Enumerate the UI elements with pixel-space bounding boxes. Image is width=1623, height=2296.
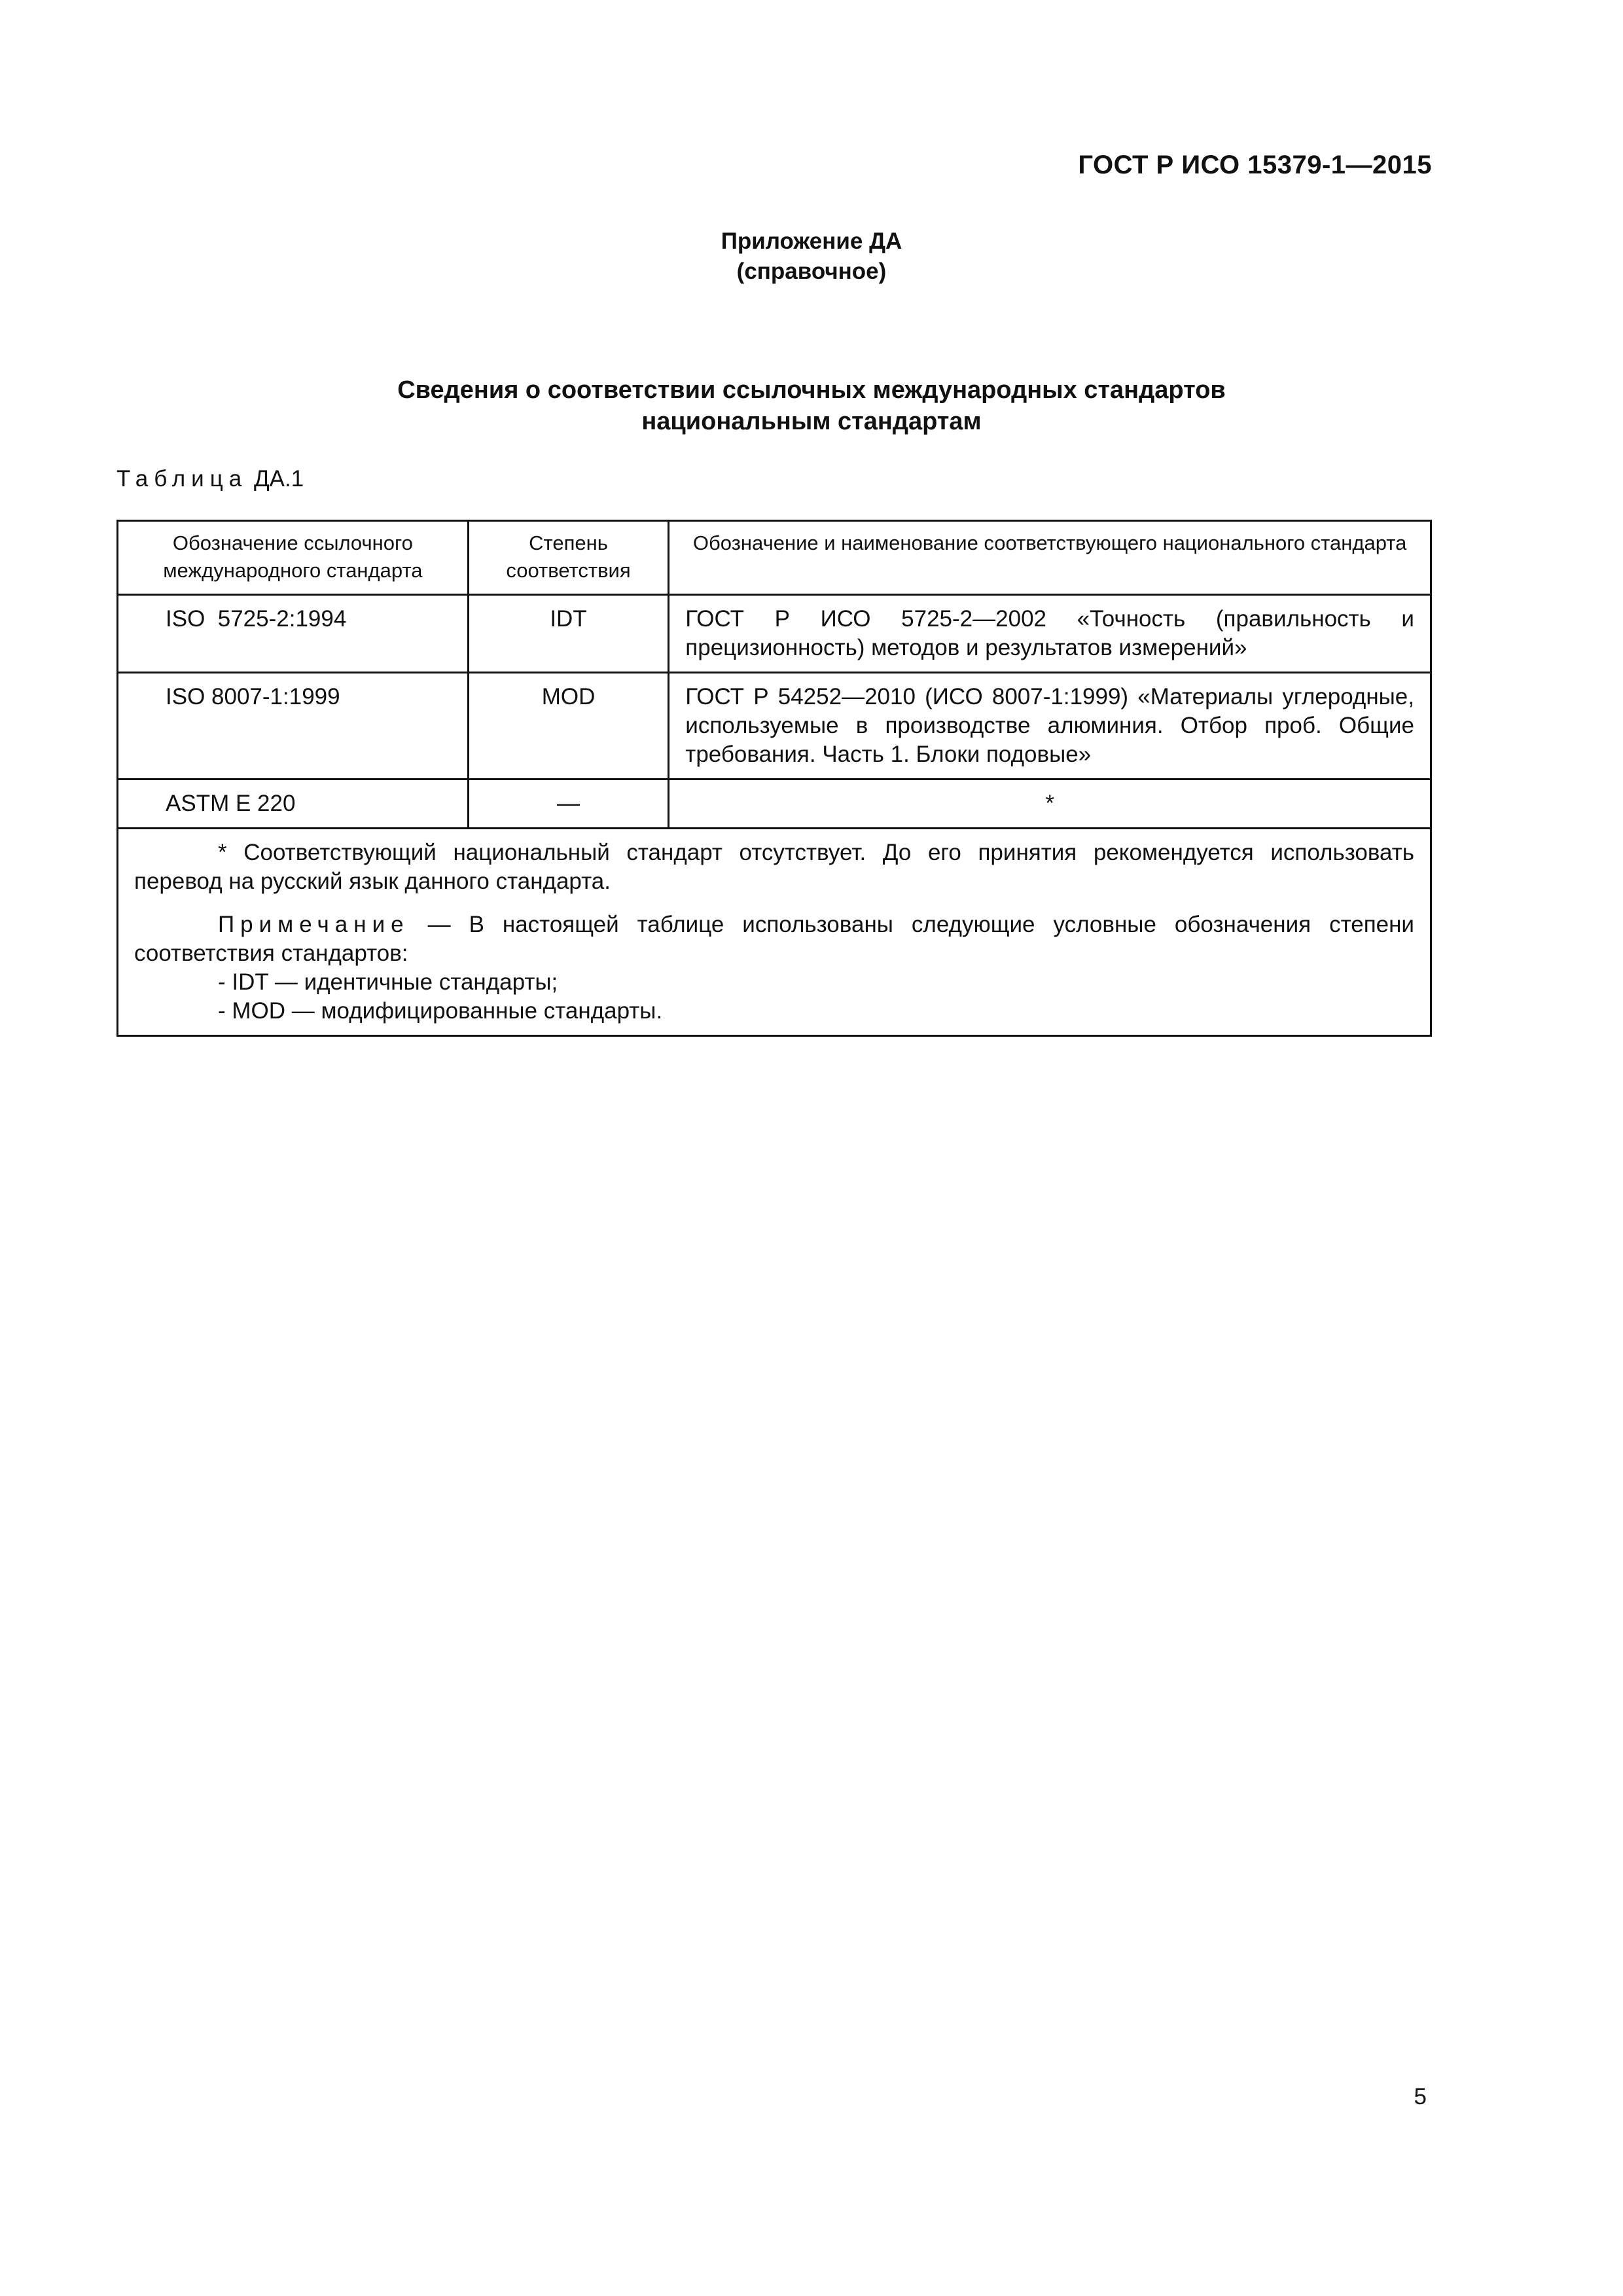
section-title-line-2: национальным стандартам [641, 408, 982, 435]
table-notes [118, 829, 1431, 1036]
table-row [118, 673, 1431, 780]
table-label-number: ДА.1 [253, 466, 304, 492]
appendix-title: Приложение ДА [721, 228, 902, 254]
correspondence-table [116, 520, 1432, 1037]
cell-international-code: ISO 5725-2:1994 [118, 595, 469, 673]
table-label-word: Таблица [116, 466, 248, 492]
column-header-national-standard: Обозначение и наименование соответствующего национального стандарта [669, 521, 1431, 595]
note-list-item: - IDT — идентичные стандарты; [218, 969, 558, 995]
note-list-item: - MOD — модифицированные стандарты. [218, 998, 663, 1024]
cell-degree: MOD [468, 673, 669, 780]
section-title-line-1: Сведения о соответствии ссылочных международных стандартов [397, 376, 1226, 404]
table-row [118, 595, 1431, 673]
cell-degree: — [468, 780, 669, 829]
column-header-international-code: Обозначение ссылочного международного стандарта [118, 521, 469, 595]
note-text: — В настоящей таблице использованы следующие условные обозначения степени соответствия стандартов: [134, 912, 1414, 966]
column-header-degree: Степень соответствия [468, 521, 669, 595]
table-label [116, 466, 304, 492]
cell-degree: IDT [468, 595, 669, 673]
table-row [118, 780, 1431, 829]
appendix-heading [0, 226, 1623, 287]
cell-national-standard: ГОСТ Р ИСО 5725-2—2002 «Точность (правильность и прецизионность) методов и результатов измерений» [669, 595, 1431, 673]
section-title [0, 374, 1623, 437]
table-notes-row [118, 829, 1431, 1036]
table-header-row [118, 521, 1431, 595]
note-label: Примечание [218, 912, 410, 937]
cell-international-code: ASTM E 220 [118, 780, 469, 829]
document-code: ГОСТ Р ИСО 15379-1—2015 [1078, 151, 1432, 179]
table-footnote: * Соответствующий национальный стандарт отсутствует. До его принятия рекомендуется использовать перевод на русский язык данного стандарта. [134, 840, 1414, 894]
cell-national-standard: * [669, 780, 1431, 829]
appendix-subtitle: (справочное) [736, 259, 887, 284]
cell-national-standard: ГОСТ Р 54252—2010 (ИСО 8007-1:1999) «Материалы углеродные, используемые в производстве алюминия. Отбор проб. Общие требования. Часть 1. Блоки подовые» [669, 673, 1431, 780]
cell-international-code: ISO 8007-1:1999 [118, 673, 469, 780]
table-note [134, 910, 1414, 968]
page-number: 5 [1414, 2084, 1427, 2109]
